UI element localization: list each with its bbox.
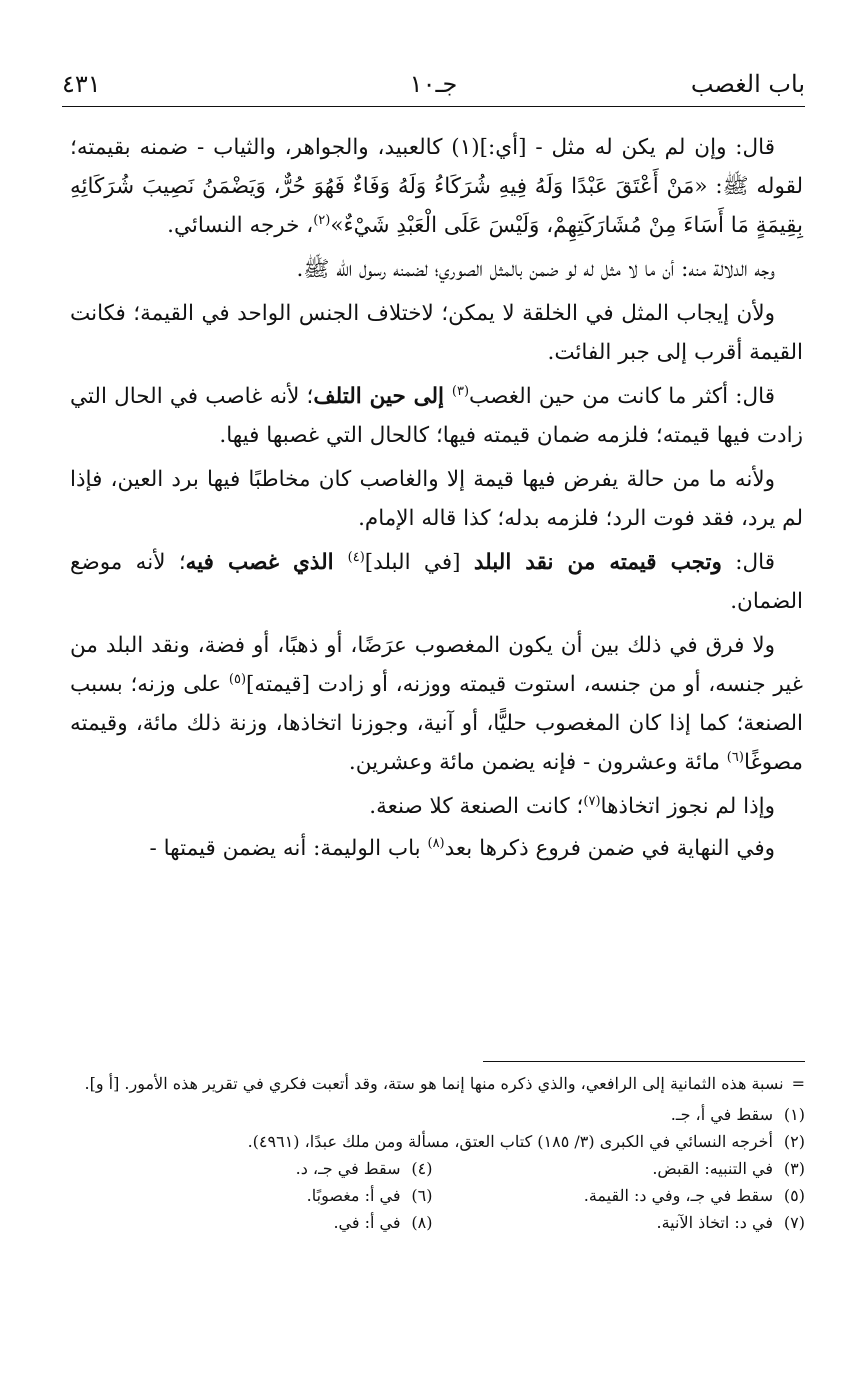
footnote-row [60, 1155, 805, 1182]
footnote-7 [433, 1209, 806, 1236]
footnote-ref: (٧) [583, 793, 601, 809]
footnote-number: (٣) [783, 1159, 805, 1178]
volume-label: جـ١٠ [409, 70, 458, 98]
paragraph-text: ؛ لأنه موضع الضمان. [70, 550, 803, 614]
footnote-ref: (٦) [726, 749, 744, 765]
footnote-text: في أ: مغصوبًا. [306, 1186, 401, 1205]
continuation-marker: = [791, 1074, 805, 1093]
paragraph-text: قال: [721, 550, 775, 575]
footnote-5 [433, 1182, 806, 1209]
main-text [70, 128, 803, 873]
footnote-number: (٦) [411, 1186, 433, 1205]
paragraph-text: وفي النهاية في ضمن فروع ذكرها بعد [444, 836, 775, 861]
paragraph-1 [70, 128, 803, 245]
footnote-4 [60, 1155, 433, 1182]
paragraph-3: ولأن إيجاب المثل في الخلقة لا يمكن؛ لاختلاف الجنس الواحد في القيمة؛ فكانت القيمة أقرب إلى جبر الفائت. [70, 301, 803, 365]
paragraph-text: وإذا لم نجوز اتخاذها [600, 794, 775, 819]
paragraph-6 [70, 543, 803, 621]
footnote-ref: (٢) [313, 212, 331, 228]
footnote-separator [483, 1061, 805, 1062]
paragraph-text: ؛ لأنه غاصب في الحال التي زادت فيها قيمته؛ فلزمه ضمان قيمته فيها؛ كالحال التي غصبها فيها. [70, 384, 803, 448]
paragraph-4 [70, 377, 803, 455]
footnote-text: في التنبيه: القبض. [652, 1159, 773, 1178]
footnote-ref: (٤) [347, 549, 365, 565]
running-header [62, 62, 805, 106]
footnote-text: نسبة هذه الثمانية إلى الرافعي، والذي ذكره منها إنما هو ستة، وقد أتعبت فكري في تقرير هذه الأمور. [أ و]. [84, 1074, 784, 1093]
paragraph-text: [في البلد] [364, 550, 474, 575]
paragraph-text: ولا فرق في ذلك بين أن يكون المغصوب عرَضًا، أو ذهبًا، أو فضة، ونقد البلد من غير جنسه، أو من جنسه، استوت قيمته ووزنه، أو زادت [قيمته] [70, 633, 803, 697]
footnote-text: سقط في جـ، د. [295, 1159, 401, 1178]
paragraph-8 [70, 787, 803, 826]
footnote-text: أخرجه النسائي في الكبرى (٣/ ١٨٥) كتاب العتق، مسألة ومن ملك عبدًا، (٤٩٦١). [247, 1132, 773, 1151]
footnote-8 [60, 1209, 433, 1236]
footnote-ref: (٨) [427, 835, 445, 851]
paragraph-text: ؛ كانت الصنعة كلا صنعة. [369, 794, 584, 819]
footnote-text: سقط في أ، جـ. [670, 1105, 773, 1124]
paragraph-text: ، خرجه النسائي. [167, 213, 314, 238]
paragraph-text: قال: أكثر ما كانت من حين الغصب [469, 384, 775, 409]
footnote-number: (٤) [411, 1159, 433, 1178]
paragraph-text: قال: وإن لم يكن له مثل - [أي:](١) كالعبيد، والجواهر، والثياب - ضمنه بقيمته؛ لقوله ﷺ: «مَنْ أَعْتَقَ عَبْدًا وَلَهُ فِيهِ شُرَكَاءُ وَلَهُ وَفَاءٌ فَهُوَ حُرٌّ، وَيَضْمَنُ نَصِيبَ شُرَكَائِهِ بِقِيمَةٍ مَا أَسَاءَ مِنْ مُشَارَكَتِهِمْ، وَلَيْسَ عَلَى الْعَبْدِ شَيْءٌ» [70, 135, 803, 238]
footnote-1 [60, 1101, 805, 1128]
footnote-number: (٧) [783, 1213, 805, 1232]
footnote-number: (٥) [783, 1186, 805, 1205]
footnote-number: (٢) [783, 1132, 805, 1151]
paragraph-5: ولأنه ما من حالة يفرض فيها قيمة إلا والغاصب كان مخاطبًا فيها برد العين، فإذا لم يرد، فقد فوت الرد؛ فلزمه بدله؛ كذا قاله الإمام. [70, 467, 803, 531]
paragraph-text: مائة وعشرون - فإنه يضمن مائة وعشرين. [348, 750, 727, 775]
footnote-2 [60, 1128, 805, 1155]
footnote-ref: (٥) [228, 671, 247, 687]
header-rule [62, 106, 805, 107]
paragraph-text: على وزنه؛ بسبب الصنعة؛ كما إذا كان المغصوب حليًّا، أو آنية، وجوزنا اتخاذها، وزنة ذلك مائة، وقيمته مصوغًا [70, 672, 803, 775]
matn-text: إلى حين التلف [313, 384, 452, 409]
footnote-3 [433, 1155, 806, 1182]
page-number: ٤٣١ [62, 70, 101, 98]
chapter-title: باب الغصب [690, 70, 805, 98]
footnote-number: (٨) [411, 1213, 433, 1232]
footnote-text: في أ: في. [333, 1213, 401, 1232]
matn-text: وتجب قيمته من نقد البلد [473, 550, 722, 575]
footnotes [60, 1070, 805, 1236]
matn-text: الذي غصب فيه [185, 550, 348, 575]
footnote-ref: (٣) [451, 383, 470, 399]
footnote-row [60, 1209, 805, 1236]
footnote-6 [60, 1182, 433, 1209]
footnote-number: (١) [783, 1105, 805, 1124]
paragraph-text: باب الوليمة: أنه يضمن قيمتها - [149, 836, 428, 861]
footnote-text: سقط في جـ، وفي د: القيمة. [583, 1186, 773, 1205]
paragraph-2: وجه الدلالة منه: أن ما لا مثل له لو ضمن بالمثل الصوري؛ لضمنه رسول الله ﷺ. [296, 257, 775, 282]
footnote-continuation [60, 1070, 805, 1097]
footnote-text: في د: اتخاذ الآنية. [656, 1213, 773, 1232]
footnote-row [60, 1182, 805, 1209]
paragraph-9 [70, 829, 803, 868]
paragraph-7 [70, 626, 803, 782]
